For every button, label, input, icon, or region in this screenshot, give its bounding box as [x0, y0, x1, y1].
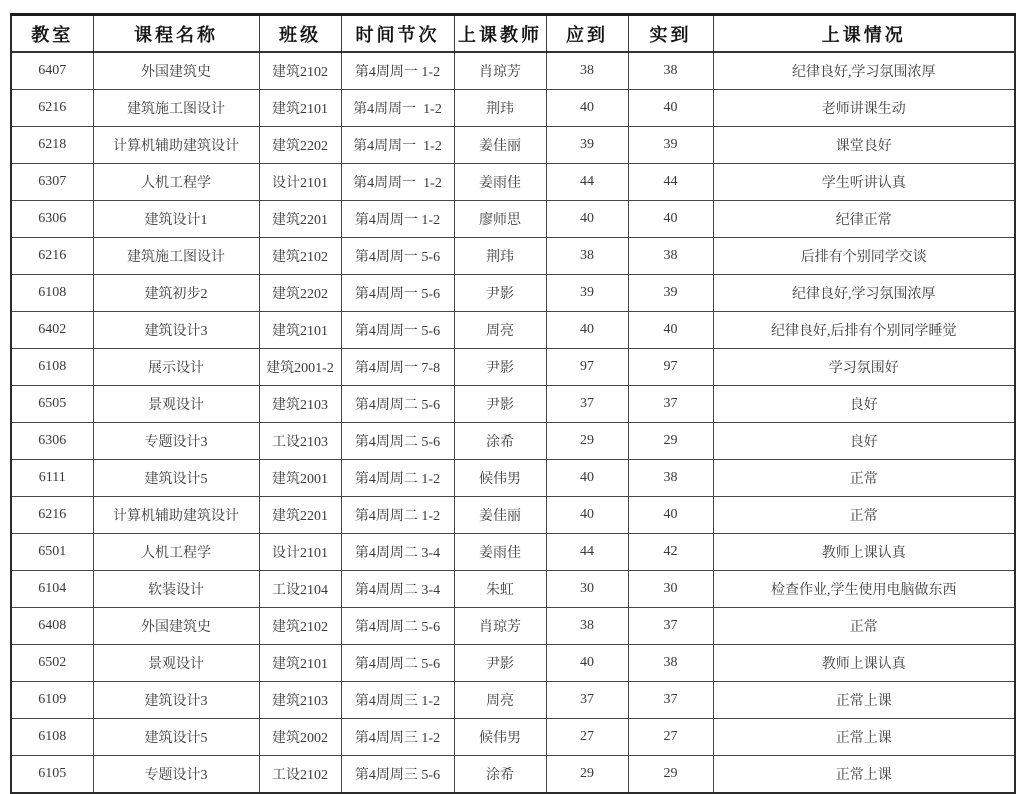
- cell-expected: 44: [546, 534, 628, 571]
- cell-actual: 39: [628, 127, 713, 164]
- cell-actual: 38: [628, 645, 713, 682]
- cell-actual: 44: [628, 164, 713, 201]
- cell-room: 6105: [11, 756, 93, 794]
- cell-teacher: 涂希: [454, 423, 546, 460]
- header-cell-remark: 上课情况: [713, 15, 1015, 53]
- cell-room: 6218: [11, 127, 93, 164]
- header-cell-actual: 实到: [628, 15, 713, 53]
- cell-actual: 40: [628, 497, 713, 534]
- cell-class: 建筑2103: [259, 386, 341, 423]
- cell-course: 建筑施工图设计: [93, 238, 259, 275]
- cell-time: 第4周周一 1-2: [341, 201, 454, 238]
- cell-time: 第4周周三 1-2: [341, 719, 454, 756]
- cell-expected: 38: [546, 608, 628, 645]
- cell-actual: 40: [628, 90, 713, 127]
- table-row: [11, 275, 1015, 312]
- cell-room: 6216: [11, 238, 93, 275]
- table-row: [11, 52, 1015, 90]
- cell-time: 第4周周二 5-6: [341, 386, 454, 423]
- cell-remark: 正常: [713, 460, 1015, 497]
- cell-class: 建筑2002: [259, 719, 341, 756]
- cell-teacher: 姜佳丽: [454, 127, 546, 164]
- cell-remark: 后排有个别同学交谈: [713, 238, 1015, 275]
- cell-class: 建筑2101: [259, 90, 341, 127]
- cell-expected: 40: [546, 201, 628, 238]
- cell-remark: 教师上课认真: [713, 645, 1015, 682]
- attendance-table-container: [10, 13, 1014, 794]
- cell-course: 展示设计: [93, 349, 259, 386]
- cell-time: 第4周周二 1-2: [341, 497, 454, 534]
- table-row: [11, 497, 1015, 534]
- table-row: [11, 719, 1015, 756]
- cell-remark: 正常: [713, 608, 1015, 645]
- header-cell-course: 课程名称: [93, 15, 259, 53]
- cell-time: 第4周周三 1-2: [341, 682, 454, 719]
- cell-room: 6109: [11, 682, 93, 719]
- cell-expected: 29: [546, 423, 628, 460]
- cell-room: 6216: [11, 90, 93, 127]
- cell-time: 第4周周一 1-2: [341, 90, 454, 127]
- cell-room: 6108: [11, 275, 93, 312]
- cell-actual: 37: [628, 608, 713, 645]
- cell-remark: 课堂良好: [713, 127, 1015, 164]
- cell-expected: 30: [546, 571, 628, 608]
- cell-course: 景观设计: [93, 386, 259, 423]
- cell-teacher: 姜佳丽: [454, 497, 546, 534]
- cell-teacher: 周亮: [454, 312, 546, 349]
- cell-class: 设计2101: [259, 164, 341, 201]
- cell-actual: 40: [628, 312, 713, 349]
- cell-expected: 97: [546, 349, 628, 386]
- cell-expected: 40: [546, 645, 628, 682]
- cell-expected: 37: [546, 682, 628, 719]
- cell-class: 建筑2101: [259, 312, 341, 349]
- cell-time: 第4周周一 5-6: [341, 238, 454, 275]
- class-attendance-table: [10, 13, 1016, 794]
- table-row: [11, 127, 1015, 164]
- cell-course: 建筑设计3: [93, 312, 259, 349]
- cell-expected: 40: [546, 312, 628, 349]
- cell-expected: 29: [546, 756, 628, 794]
- header-cell-expected: 应到: [546, 15, 628, 53]
- cell-time: 第4周周一 7-8: [341, 349, 454, 386]
- cell-teacher: 候伟男: [454, 460, 546, 497]
- cell-expected: 40: [546, 90, 628, 127]
- cell-teacher: 荆玮: [454, 90, 546, 127]
- cell-room: 6104: [11, 571, 93, 608]
- cell-remark: 正常上课: [713, 719, 1015, 756]
- cell-remark: 学生听讲认真: [713, 164, 1015, 201]
- cell-time: 第4周周三 5-6: [341, 756, 454, 794]
- cell-remark: 老师讲课生动: [713, 90, 1015, 127]
- table-row: [11, 571, 1015, 608]
- cell-time: 第4周周一 1-2: [341, 127, 454, 164]
- cell-class: 建筑2001: [259, 460, 341, 497]
- cell-remark: 检查作业,学生使用电脑做东西: [713, 571, 1015, 608]
- cell-remark: 纪律正常: [713, 201, 1015, 238]
- cell-time: 第4周周二 3-4: [341, 534, 454, 571]
- cell-teacher: 朱虹: [454, 571, 546, 608]
- cell-course: 软装设计: [93, 571, 259, 608]
- cell-room: 6501: [11, 534, 93, 571]
- cell-actual: 40: [628, 201, 713, 238]
- cell-time: 第4周周二 5-6: [341, 608, 454, 645]
- cell-remark: 学习氛围好: [713, 349, 1015, 386]
- cell-room: 6108: [11, 719, 93, 756]
- table-header-row: [11, 15, 1015, 53]
- cell-actual: 30: [628, 571, 713, 608]
- cell-actual: 38: [628, 460, 713, 497]
- header-cell-teacher: 上课教师: [454, 15, 546, 53]
- cell-teacher: 肖琼芳: [454, 608, 546, 645]
- cell-expected: 40: [546, 497, 628, 534]
- cell-teacher: 尹影: [454, 386, 546, 423]
- table-row: [11, 682, 1015, 719]
- table-row: [11, 386, 1015, 423]
- cell-teacher: 肖琼芳: [454, 52, 546, 90]
- cell-room: 6402: [11, 312, 93, 349]
- cell-teacher: 尹影: [454, 349, 546, 386]
- cell-course: 专题设计3: [93, 756, 259, 794]
- cell-actual: 42: [628, 534, 713, 571]
- cell-teacher: 尹影: [454, 275, 546, 312]
- cell-teacher: 姜雨佳: [454, 534, 546, 571]
- cell-class: 工设2103: [259, 423, 341, 460]
- cell-class: 工设2104: [259, 571, 341, 608]
- cell-remark: 教师上课认真: [713, 534, 1015, 571]
- table-row: [11, 238, 1015, 275]
- cell-course: 专题设计3: [93, 423, 259, 460]
- cell-actual: 37: [628, 386, 713, 423]
- cell-actual: 29: [628, 423, 713, 460]
- cell-teacher: 姜雨佳: [454, 164, 546, 201]
- cell-time: 第4周周二 1-2: [341, 460, 454, 497]
- cell-actual: 29: [628, 756, 713, 794]
- cell-room: 6408: [11, 608, 93, 645]
- cell-course: 建筑设计5: [93, 460, 259, 497]
- table-row: [11, 645, 1015, 682]
- header-cell-class: 班级: [259, 15, 341, 53]
- table-row: [11, 756, 1015, 794]
- cell-class: 设计2101: [259, 534, 341, 571]
- cell-class: 建筑2001-2: [259, 349, 341, 386]
- cell-teacher: 廖师思: [454, 201, 546, 238]
- cell-course: 建筑设计1: [93, 201, 259, 238]
- cell-actual: 27: [628, 719, 713, 756]
- table-row: [11, 164, 1015, 201]
- cell-actual: 37: [628, 682, 713, 719]
- cell-course: 计算机辅助建筑设计: [93, 497, 259, 534]
- cell-expected: 39: [546, 275, 628, 312]
- cell-actual: 38: [628, 238, 713, 275]
- cell-remark: 良好: [713, 423, 1015, 460]
- cell-teacher: 荆玮: [454, 238, 546, 275]
- cell-time: 第4周周二 5-6: [341, 423, 454, 460]
- cell-class: 工设2102: [259, 756, 341, 794]
- cell-remark: 良好: [713, 386, 1015, 423]
- cell-expected: 40: [546, 460, 628, 497]
- cell-remark: 纪律良好,学习氛围浓厚: [713, 52, 1015, 90]
- cell-remark: 正常上课: [713, 756, 1015, 794]
- cell-class: 建筑2103: [259, 682, 341, 719]
- cell-class: 建筑2202: [259, 127, 341, 164]
- table-row: [11, 201, 1015, 238]
- cell-expected: 38: [546, 52, 628, 90]
- cell-expected: 38: [546, 238, 628, 275]
- cell-remark: 正常上课: [713, 682, 1015, 719]
- cell-class: 建筑2101: [259, 645, 341, 682]
- cell-expected: 39: [546, 127, 628, 164]
- cell-room: 6216: [11, 497, 93, 534]
- cell-room: 6306: [11, 201, 93, 238]
- cell-class: 建筑2102: [259, 52, 341, 90]
- cell-time: 第4周周二 5-6: [341, 645, 454, 682]
- cell-teacher: 尹影: [454, 645, 546, 682]
- cell-remark: 纪律良好,学习氛围浓厚: [713, 275, 1015, 312]
- cell-class: 建筑2102: [259, 238, 341, 275]
- cell-course: 建筑设计5: [93, 719, 259, 756]
- cell-teacher: 涂希: [454, 756, 546, 794]
- cell-room: 6307: [11, 164, 93, 201]
- cell-course: 外国建筑史: [93, 52, 259, 90]
- cell-expected: 27: [546, 719, 628, 756]
- cell-course: 人机工程学: [93, 534, 259, 571]
- table-row: [11, 90, 1015, 127]
- cell-expected: 37: [546, 386, 628, 423]
- cell-room: 6502: [11, 645, 93, 682]
- cell-time: 第4周周一 1-2: [341, 164, 454, 201]
- cell-actual: 39: [628, 275, 713, 312]
- header-cell-room: 教室: [11, 15, 93, 53]
- cell-remark: 纪律良好,后排有个别同学睡觉: [713, 312, 1015, 349]
- cell-time: 第4周周一 1-2: [341, 52, 454, 90]
- cell-class: 建筑2201: [259, 497, 341, 534]
- cell-teacher: 周亮: [454, 682, 546, 719]
- table-row: [11, 608, 1015, 645]
- table-row: [11, 349, 1015, 386]
- cell-course: 建筑初步2: [93, 275, 259, 312]
- cell-time: 第4周周一 5-6: [341, 312, 454, 349]
- cell-course: 景观设计: [93, 645, 259, 682]
- cell-actual: 97: [628, 349, 713, 386]
- table-row: [11, 312, 1015, 349]
- cell-time: 第4周周二 3-4: [341, 571, 454, 608]
- table-row: [11, 423, 1015, 460]
- cell-class: 建筑2201: [259, 201, 341, 238]
- cell-course: 建筑施工图设计: [93, 90, 259, 127]
- header-cell-time: 时间节次: [341, 15, 454, 53]
- cell-class: 建筑2102: [259, 608, 341, 645]
- cell-time: 第4周周一 5-6: [341, 275, 454, 312]
- cell-room: 6111: [11, 460, 93, 497]
- cell-remark: 正常: [713, 497, 1015, 534]
- cell-class: 建筑2202: [259, 275, 341, 312]
- cell-course: 人机工程学: [93, 164, 259, 201]
- cell-actual: 38: [628, 52, 713, 90]
- cell-room: 6407: [11, 52, 93, 90]
- cell-expected: 44: [546, 164, 628, 201]
- cell-course: 外国建筑史: [93, 608, 259, 645]
- table-row: [11, 534, 1015, 571]
- cell-room: 6306: [11, 423, 93, 460]
- table-row: [11, 460, 1015, 497]
- cell-room: 6505: [11, 386, 93, 423]
- cell-course: 计算机辅助建筑设计: [93, 127, 259, 164]
- cell-course: 建筑设计3: [93, 682, 259, 719]
- cell-room: 6108: [11, 349, 93, 386]
- cell-teacher: 候伟男: [454, 719, 546, 756]
